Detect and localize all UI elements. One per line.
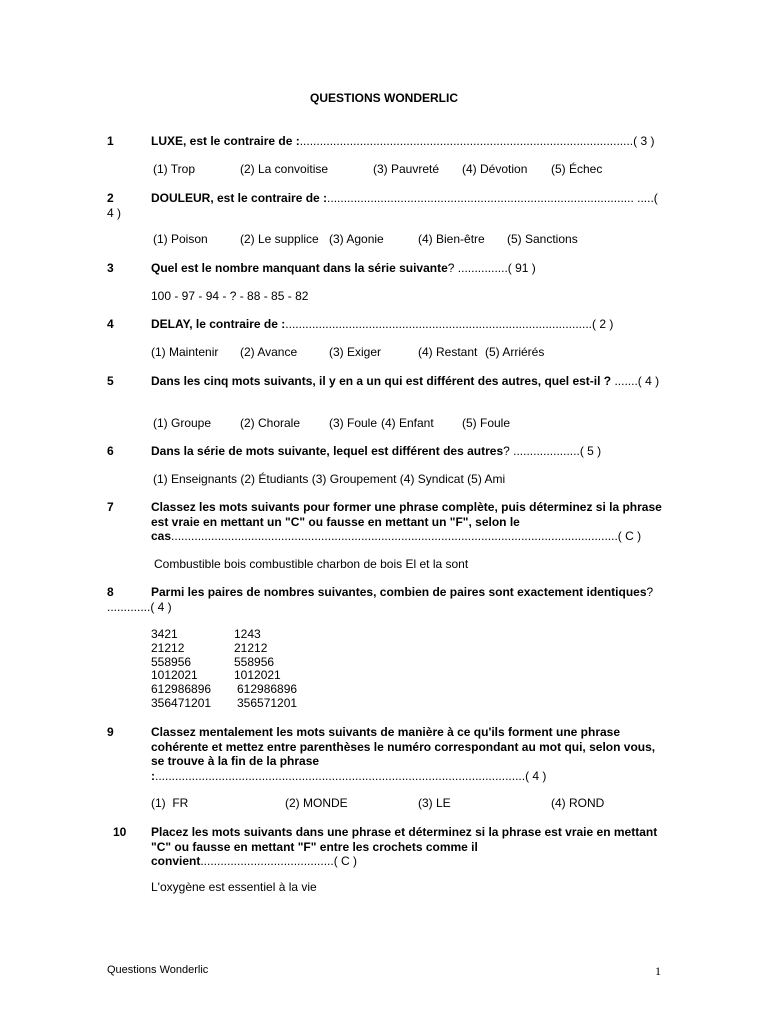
question-text: Classez les mots suivants pour former une phrase complète, puis déterminez si la phrase est vraie en mettant un "C" ou fausse en mettant un "F", selon le cas: [151, 500, 662, 543]
question-text: LUXE, est le contraire de :: [151, 134, 300, 148]
word-list: Combustible bois combustible charbon de bois El et la sont: [154, 557, 469, 571]
question-number: 6: [107, 444, 114, 458]
question-text: Dans la série de mots suivante, lequel est différent des autres: [151, 444, 504, 458]
question-text: DELAY, le contraire de :: [151, 317, 286, 331]
pair-left: 3421: [151, 627, 178, 641]
answer-blank: ............................................................................................ .....( 4 ): [107, 191, 658, 220]
pair-left: 356471201: [151, 695, 212, 710]
pair-right: 1012021: [234, 668, 281, 683]
answer-blank: ...............................................................................................................( 4 ): [155, 768, 547, 783]
option: (5) Échec: [551, 162, 603, 176]
question-number: 10: [113, 825, 127, 839]
question-5: [107, 374, 662, 389]
option: (2) Le supplice: [240, 232, 319, 246]
option: (4) Bien-être: [418, 232, 485, 246]
question-10: [113, 825, 662, 869]
option: (4) Enfant: [381, 416, 434, 430]
option: (3) LE: [418, 796, 451, 810]
answer-blank: .......( 4 ): [611, 374, 660, 388]
pair-right: 612986896: [237, 682, 298, 697]
number-series: 100 - 97 - 94 - ? - 88 - 85 - 82: [151, 289, 309, 303]
pair-left: 1012021: [151, 668, 198, 683]
answer-blank: ......................................................................................................................................( C ): [171, 529, 642, 543]
answer-blank: ............................................................................................( 2 ): [285, 317, 614, 331]
pair-left: 612986896: [151, 682, 212, 697]
question-text: Quel est le nombre manquant dans la série suivante: [151, 261, 448, 275]
option: (2) Avance: [240, 345, 298, 359]
question-1: [107, 134, 662, 149]
question-8: [107, 585, 662, 614]
statement: L'oxygène est essentiel à la vie: [151, 880, 317, 894]
answer-blank: ? .............( 4 ): [107, 585, 654, 614]
question-number: 5: [107, 374, 114, 388]
question-number: 9: [107, 725, 114, 739]
question-number: 2: [107, 191, 114, 205]
option: (1) Trop: [153, 162, 196, 176]
option: (5) Sanctions: [507, 232, 578, 246]
question-2: [107, 191, 662, 220]
option: (1) Groupe: [153, 416, 212, 430]
option: (3) Exiger: [329, 345, 382, 359]
question-6: [107, 444, 662, 459]
question-number: 7: [107, 500, 114, 514]
word-list: (1) Enseignants (2) Étudiants (3) Groupement (4) Syndicat (5) Ami: [153, 472, 506, 486]
question-number: 1: [107, 134, 114, 148]
option: (2) MONDE: [285, 796, 348, 810]
option: (1) Poison: [153, 232, 208, 246]
answer-blank: ....................................................................................................( 3 ): [299, 134, 655, 148]
question-number: 4: [107, 317, 114, 331]
pair-right: 21212: [234, 640, 268, 655]
option: (2) Chorale: [240, 416, 301, 430]
question-text: Placez les mots suivants dans une phrase et déterminez si la phrase est vraie en mettant "C" ou fausse en mettant "F" entre les crochets comme il convient: [151, 825, 658, 868]
answer-blank: ? ...............( 91 ): [447, 261, 536, 275]
question-4: [107, 317, 662, 332]
question-number: 3: [107, 261, 114, 275]
option: (4) Dévotion: [462, 162, 528, 176]
option: (5) Foule: [462, 416, 511, 430]
answer-blank: ........................................( C ): [200, 854, 358, 868]
option: (2) La convoitise: [240, 162, 329, 176]
option: (4) Restant: [418, 345, 478, 359]
footer-title: Questions Wonderlic: [107, 964, 209, 976]
option: (3) Agonie: [329, 232, 384, 246]
pair-left: 558956: [151, 654, 192, 669]
pair-right: 1243: [234, 627, 261, 641]
pair-right: 356571201: [237, 695, 298, 710]
pair-right: 558956: [234, 654, 275, 669]
answer-blank: ? ....................( 5 ): [503, 444, 602, 458]
question-text: DOULEUR, est le contraire de :: [151, 191, 328, 205]
question-text: Parmi les paires de nombres suivantes, combien de paires sont exactement identiques: [151, 585, 647, 599]
option: (4) ROND: [551, 796, 605, 810]
pair-left: 21212: [151, 640, 185, 655]
question-7: [107, 500, 662, 544]
option: (5) Arriérés: [485, 345, 545, 359]
question-text: Classez mentalement les mots suivants de manière à ce qu'ils forment une phrase cohérente et mettez entre parenthèses le numéro correspondant au mot qui, selon vous, se trouve à la fin de la phrase :: [151, 725, 656, 783]
page-number: 1: [655, 964, 661, 978]
option: (1) Maintenir: [151, 345, 219, 359]
option: (3) Pauvreté: [373, 162, 440, 176]
option: (3) Foule: [329, 416, 378, 430]
question-number: 8: [107, 585, 114, 599]
page-title: QUESTIONS WONDERLIC: [309, 91, 458, 105]
question-3: [107, 261, 662, 276]
question-9: [107, 725, 662, 783]
option: (1) FR: [151, 796, 189, 810]
question-text: Dans les cinq mots suivants, il y en a un qui est différent des autres, quel est-il ?: [151, 374, 612, 388]
